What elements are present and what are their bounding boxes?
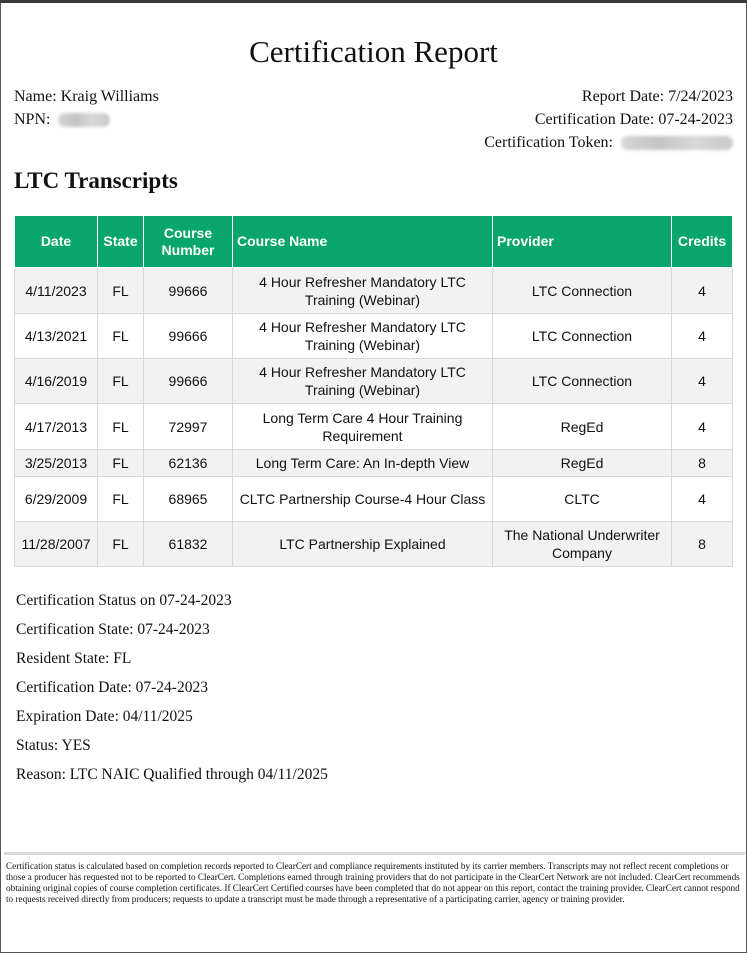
top-border xyxy=(0,0,747,3)
cell-credits: 4 xyxy=(672,404,733,450)
cert-token-row xyxy=(484,131,733,154)
cell-state: FL xyxy=(98,359,144,404)
cell-provider: LTC Connection xyxy=(493,359,672,404)
col-header-provider: Provider xyxy=(493,216,672,268)
cell-state: FL xyxy=(98,314,144,359)
cell-course-name: 4 Hour Refresher Mandatory LTC Training (Webinar) xyxy=(233,314,493,359)
cell-date: 4/16/2019 xyxy=(15,359,98,404)
cell-course-name: CLTC Partnership Course-4 Hour Class xyxy=(233,477,493,522)
report-date-row xyxy=(484,85,733,108)
cell-course-number: 72997 xyxy=(144,404,233,450)
cert-token-label: Certification Token: xyxy=(484,134,613,151)
cert-token-redacted xyxy=(621,136,733,150)
col-header-course-number xyxy=(144,216,233,268)
report-date-label: Report Date: xyxy=(581,88,665,105)
cell-provider: The National Underwriter Company xyxy=(493,522,672,567)
cert-date-row xyxy=(484,108,733,131)
table-row xyxy=(15,522,733,567)
name-row xyxy=(14,85,159,108)
cell-credits: 4 xyxy=(672,268,733,314)
cell-course-number: 99666 xyxy=(144,359,233,404)
report-title: Certification Report xyxy=(249,34,498,69)
name-value: Kraig Williams xyxy=(60,88,159,105)
table-row xyxy=(15,477,733,522)
status-line-reason: Reason: LTC NAIC Qualified through 04/11/2025 xyxy=(16,766,328,783)
footer-divider xyxy=(4,852,745,855)
status-line-cert-state: Certification State: 07-24-2023 xyxy=(16,621,210,638)
col-header-course-number-line1: Course xyxy=(163,224,213,241)
cell-credits: 4 xyxy=(672,477,733,522)
cell-provider: RegEd xyxy=(493,404,672,450)
cell-course-number: 62136 xyxy=(144,450,233,477)
cert-date-value: 07-24-2023 xyxy=(658,111,733,128)
table-row xyxy=(15,450,733,477)
status-line-heading: Certification Status on 07-24-2023 xyxy=(16,592,232,609)
certification-status-block xyxy=(16,588,328,791)
cell-course-name: Long Term Care 4 Hour Training Requirement xyxy=(233,404,493,450)
cell-course-number: 99666 xyxy=(144,314,233,359)
footer-disclaimer: Certification status is calculated based on completion records reported to ClearCert and compliance requirements instituted by its carrier members. Transcripts may not reflect recent completions or those a producer has requested not to be reported to ClearCert. Completions earned through training providers that do not participate in the ClearCert Network are not included. ClearCert recommends obtaining original copies of course completion certificates. If ClearCert Certified courses have been completed that do not appear on this report, contact the training provider. ClearCert cannot respond to requests received directly from producers; requests to update a transcript must be made through a representative of a participating carrier, agency or training provider. xyxy=(6,861,740,904)
cell-course-number: 61832 xyxy=(144,522,233,567)
cell-state: FL xyxy=(98,450,144,477)
status-line-status: Status: YES xyxy=(16,737,91,754)
table-row xyxy=(15,359,733,404)
cell-state: FL xyxy=(98,522,144,567)
cell-date: 11/28/2007 xyxy=(15,522,98,567)
producer-info xyxy=(14,85,159,131)
status-line-cert-date: Certification Date: 07-24-2023 xyxy=(16,679,208,696)
report-info xyxy=(484,85,733,154)
status-line-resident-state: Resident State: FL xyxy=(16,650,132,667)
cell-course-name: 4 Hour Refresher Mandatory LTC Training (Webinar) xyxy=(233,359,493,404)
status-line-expiration-date: Expiration Date: 04/11/2025 xyxy=(16,708,193,725)
npn-redacted xyxy=(58,113,110,127)
table-row xyxy=(15,404,733,450)
table-header-row xyxy=(15,216,733,268)
cell-date: 6/29/2009 xyxy=(15,477,98,522)
cell-credits: 4 xyxy=(672,314,733,359)
cell-credits: 4 xyxy=(672,359,733,404)
col-header-state: State xyxy=(98,216,144,268)
col-header-course-name: Course Name xyxy=(233,216,493,268)
table-row xyxy=(15,314,733,359)
cell-provider: LTC Connection xyxy=(493,268,672,314)
cell-course-name: LTC Partnership Explained xyxy=(233,522,493,567)
cell-state: FL xyxy=(98,404,144,450)
cell-provider: LTC Connection xyxy=(493,314,672,359)
col-header-credits: Credits xyxy=(672,216,733,268)
col-header-course-number-line2: Number xyxy=(161,241,215,258)
npn-row xyxy=(14,108,159,131)
section-title: LTC Transcripts xyxy=(14,168,178,193)
cell-date: 4/11/2023 xyxy=(15,268,98,314)
cell-state: FL xyxy=(98,477,144,522)
cell-credits: 8 xyxy=(672,450,733,477)
name-label: Name: xyxy=(14,88,57,105)
cell-course-number: 99666 xyxy=(144,268,233,314)
cert-date-label: Certification Date: xyxy=(534,111,655,128)
cell-course-name: Long Term Care: An In-depth View xyxy=(233,450,493,477)
npn-label: NPN: xyxy=(14,111,51,128)
table-row xyxy=(15,268,733,314)
cell-date: 3/25/2013 xyxy=(15,450,98,477)
cell-provider: CLTC xyxy=(493,477,672,522)
cell-date: 4/13/2021 xyxy=(15,314,98,359)
cell-provider: RegEd xyxy=(493,450,672,477)
cell-state: FL xyxy=(98,268,144,314)
cell-credits: 8 xyxy=(672,522,733,567)
cell-course-number: 68965 xyxy=(144,477,233,522)
cell-date: 4/17/2013 xyxy=(15,404,98,450)
report-date-value: 7/24/2023 xyxy=(668,88,733,105)
cell-course-name: 4 Hour Refresher Mandatory LTC Training (Webinar) xyxy=(233,268,493,314)
transcripts-table xyxy=(14,215,733,567)
col-header-date: Date xyxy=(15,216,98,268)
